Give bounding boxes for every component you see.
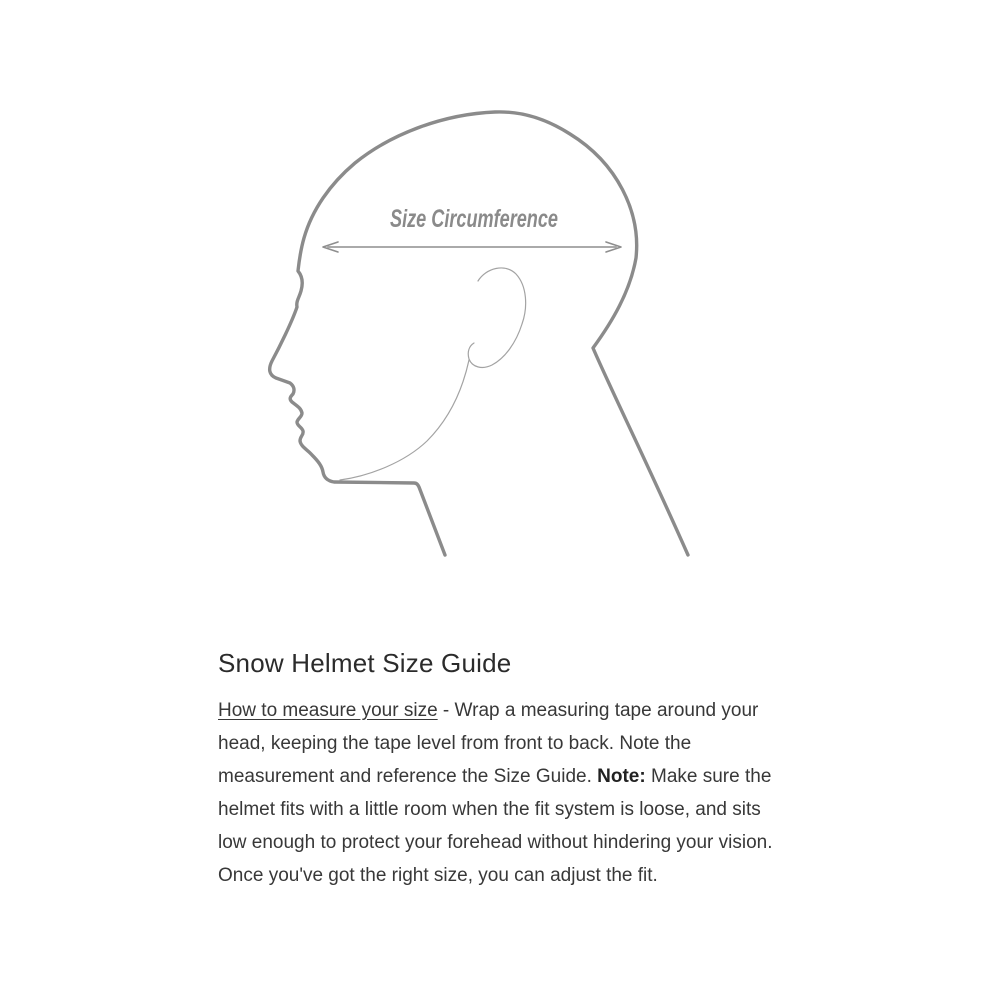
paragraph-line: head, keeping the tape level from front to back. Note the [218,733,692,754]
how-to-measure-underlined-text: How to measure your size [218,700,438,721]
size-circumference-label: Size Circumference [390,205,559,233]
head-outline-path [270,112,688,555]
circumference-arrow [323,242,621,252]
paragraph-line: helmet fits with a little room when the fit system is loose, and sits [218,799,761,820]
thin-lines-group [340,268,526,480]
cheek-line-path [340,360,469,480]
size-guide-paragraph [218,694,773,892]
head-outline-group [270,112,688,555]
paragraph-line: measurement and reference the Size Guide. Note: Make sure the [218,766,772,787]
ear-path [468,268,525,367]
paragraph-line: Once you've got the right size, you can adjust the fit. [218,865,658,886]
size-guide-heading: Snow Helmet Size Guide [218,648,512,678]
paragraph-line: How to measure your size - Wrap a measuring tape around your [218,700,759,721]
paragraph-line: low enough to protect your forehead without hindering your vision. [218,832,773,853]
